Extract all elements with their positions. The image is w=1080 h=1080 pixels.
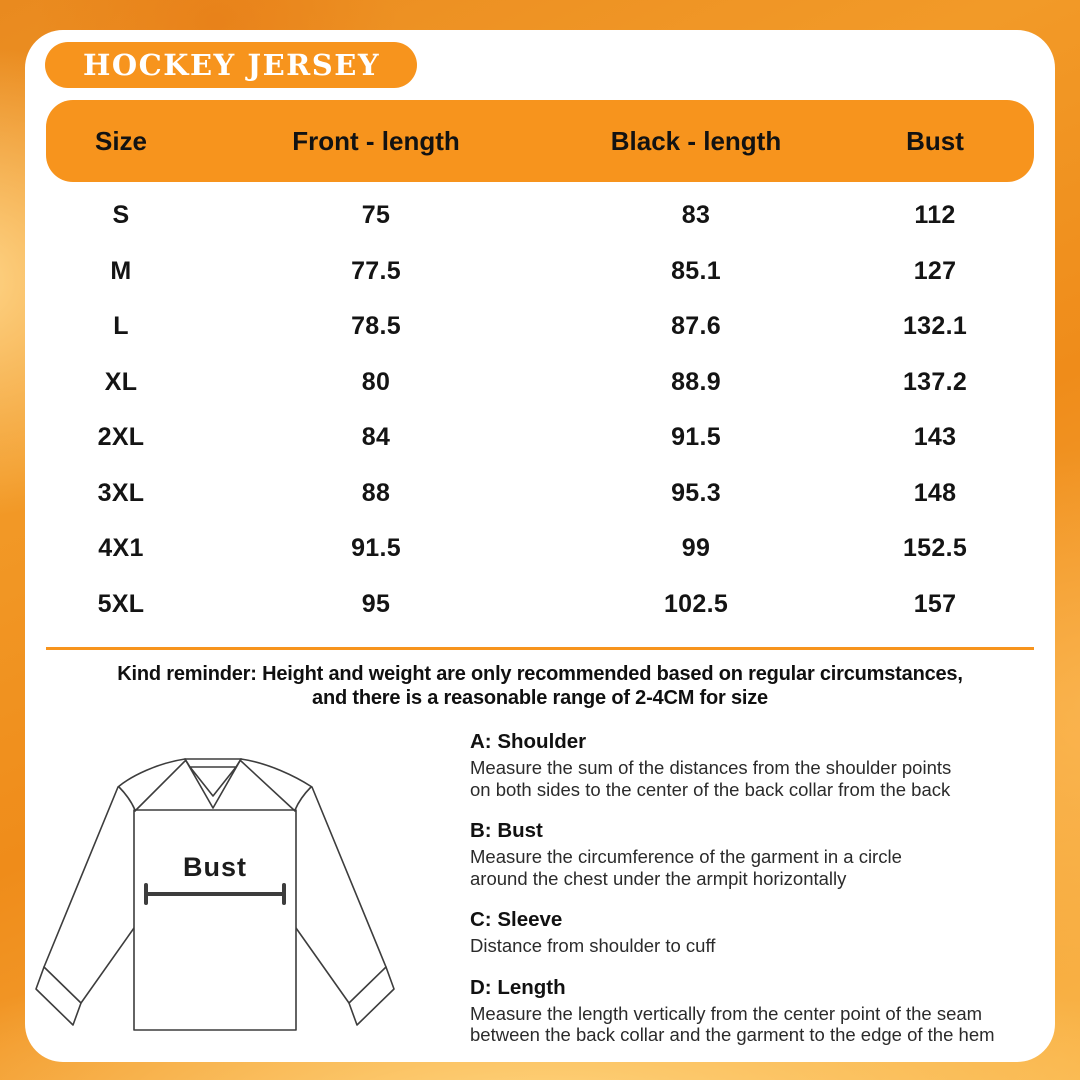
size-cell: M	[110, 256, 132, 285]
value-cell: 88.9	[671, 367, 721, 396]
size-table-body	[46, 188, 1034, 632]
jersey-right-sleeve-inner	[296, 928, 349, 1003]
jersey-body	[134, 810, 296, 1030]
value-cell: 91.5	[351, 534, 401, 563]
size-cell: 5XL	[97, 589, 145, 618]
table-row	[46, 355, 1034, 411]
definition-text: Measure the circumference of the garment in a circle	[470, 846, 902, 867]
definition-title: D: Length	[470, 975, 566, 999]
measurement-definition	[470, 976, 1035, 1046]
jersey-left-sleeve-inner	[81, 928, 134, 1003]
jersey-right-armhole	[295, 787, 311, 810]
value-cell: 137.2	[902, 367, 968, 396]
value-cell: 80	[361, 367, 391, 396]
definition-text: Measure the sum of the distances from the shoulder points	[470, 757, 952, 778]
size-cell: 4X1	[98, 534, 144, 563]
size-cell: 2XL	[97, 423, 145, 452]
size-chart-card	[25, 30, 1055, 1062]
value-cell: 102.5	[663, 589, 729, 618]
definition-text: around the chest under the armpit horizontally	[470, 867, 847, 889]
reminder-line: and there is a reasonable range of 2-4CM for size	[312, 686, 768, 709]
size-table-header	[46, 100, 1034, 182]
table-row	[46, 299, 1034, 355]
page-title: HOCKEY JERSEY	[83, 48, 381, 82]
jersey-right-cuff	[349, 967, 394, 1025]
measurement-definition	[470, 730, 1035, 800]
jersey-diagram	[28, 718, 453, 1058]
value-cell: 85.1	[671, 256, 721, 285]
table-row	[46, 577, 1034, 633]
size-cell: 3XL	[97, 478, 145, 507]
column-header: Bust	[906, 125, 964, 156]
jersey-left-cuff	[36, 967, 81, 1025]
value-cell: 99	[681, 534, 711, 563]
jersey-collar-inner	[190, 767, 236, 796]
value-cell: 157	[913, 589, 957, 618]
column-header: Front - length	[292, 125, 460, 156]
reminder-line: Kind reminder: Height and weight are only recommended based on regular circumstances,	[117, 663, 963, 685]
value-cell: 78.5	[351, 312, 401, 341]
value-cell: 88	[361, 478, 391, 507]
column-header: Black - length	[610, 125, 782, 156]
table-row	[46, 188, 1034, 244]
jersey-right-seam	[241, 761, 295, 811]
divider-line	[46, 647, 1034, 650]
value-cell: 132.1	[902, 312, 968, 341]
size-cell: L	[113, 312, 129, 341]
definition-title: B: Bust	[470, 819, 543, 842]
definition-text: between the back collar and the garment to the edge of the hem	[470, 1024, 995, 1045]
table-row	[46, 244, 1034, 300]
title-badge	[45, 42, 417, 88]
definition-text: Distance from shoulder to cuff	[470, 935, 716, 956]
value-cell: 75	[361, 201, 391, 230]
jersey-left-seam	[135, 761, 185, 811]
measurement-definitions	[470, 730, 1035, 1065]
value-cell: 95	[361, 589, 391, 618]
size-cell: S	[112, 201, 130, 230]
value-cell: 95.3	[671, 478, 721, 507]
column-header: Size	[94, 125, 148, 156]
kind-reminder	[25, 663, 1055, 710]
value-cell: 83	[681, 201, 711, 230]
value-cell: 112	[914, 201, 956, 230]
jersey-left-armhole	[119, 787, 135, 810]
value-cell: 91.5	[671, 423, 721, 452]
size-cell: XL	[104, 367, 138, 396]
value-cell: 152.5	[902, 534, 968, 563]
definition-text: Measure the length vertically from the center point of the seam	[470, 1002, 983, 1024]
definition-title: A: Shoulder	[470, 730, 587, 753]
value-cell: 143	[913, 423, 957, 452]
value-cell: 127	[913, 256, 957, 285]
table-row	[46, 410, 1034, 466]
measurement-definition	[470, 908, 1035, 957]
value-cell: 87.6	[671, 312, 721, 341]
jersey-collar-left-edge	[185, 759, 190, 767]
table-row	[46, 521, 1034, 577]
bust-label: Bust	[183, 852, 247, 882]
jersey-collar-right-edge	[236, 759, 241, 767]
definition-title: C: Sleeve	[470, 908, 563, 931]
value-cell: 148	[913, 478, 957, 507]
value-cell: 77.5	[351, 256, 401, 285]
table-row	[46, 466, 1034, 522]
value-cell: 84	[361, 423, 391, 452]
measurement-definition	[470, 819, 1035, 889]
definition-text: on both sides to the center of the back collar from the back	[470, 778, 951, 800]
measurement-section	[25, 718, 1055, 1062]
